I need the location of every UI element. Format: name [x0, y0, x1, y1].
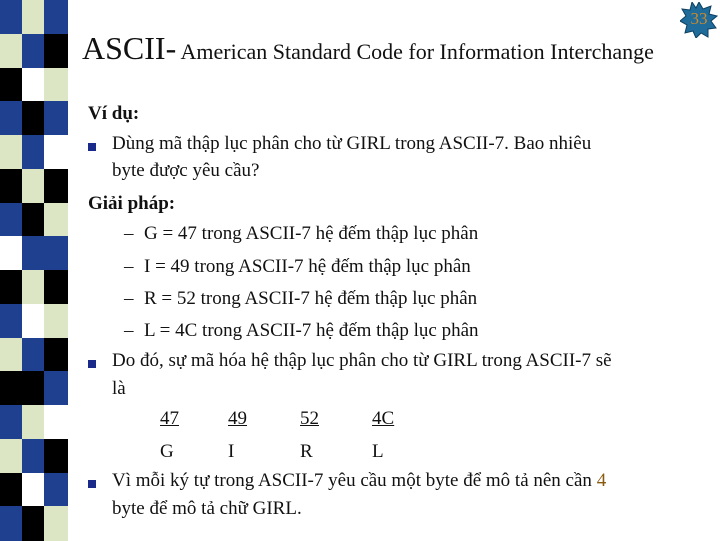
- stripe-block: [0, 169, 22, 204]
- title-main: ASCII-: [82, 30, 177, 66]
- stripe-block: [0, 101, 22, 136]
- hex-code: 4C: [372, 408, 395, 429]
- final-line-1: [112, 470, 606, 492]
- stripe-block: [22, 506, 44, 541]
- stripe-block: [44, 135, 68, 170]
- final-byte-count: 4: [596, 470, 607, 491]
- stripe-block: [0, 0, 22, 35]
- bullet-icon: [88, 480, 96, 488]
- question-line-2: byte được yêu cầu?: [112, 160, 260, 181]
- stripe-block: [44, 169, 68, 204]
- step-4: L = 4C trong ASCII-7 hệ đếm thập lục phân: [144, 320, 479, 341]
- example-label: Ví dụ:: [88, 103, 140, 124]
- stripe-block: [0, 270, 22, 305]
- stripe-block: [0, 203, 22, 238]
- step-3: R = 52 trong ASCII-7 hệ đếm thập lục phân: [144, 288, 478, 309]
- stripe-block: [44, 203, 68, 238]
- stripe-block: [22, 405, 44, 440]
- conclusion-line-2: là: [112, 378, 126, 399]
- stripe-block: [44, 439, 68, 474]
- step-dash: –: [124, 256, 134, 277]
- stripe-block: [22, 203, 44, 238]
- stripe-block: [0, 439, 22, 474]
- stripe-block: [0, 34, 22, 69]
- stripe-block: [44, 68, 68, 103]
- stripe-block: [44, 34, 68, 69]
- stripe-block: [0, 405, 22, 440]
- stripe-block: [44, 0, 68, 35]
- stripe-block: [22, 304, 44, 339]
- decorative-stripe: [0, 0, 70, 540]
- stripe-block: [22, 169, 44, 204]
- stripe-block: [0, 371, 22, 406]
- stripe-block: [22, 135, 44, 170]
- stripe-block: [44, 304, 68, 339]
- letter: L: [372, 441, 384, 462]
- conclusion-line-1: Do đó, sự mã hóa hệ thập lục phân cho từ GIRL trong ASCII-7 sẽ: [112, 350, 612, 371]
- slide-number-badge: [680, 2, 718, 38]
- letter: I: [228, 441, 235, 462]
- stripe-block: [0, 473, 22, 508]
- step-dash: –: [124, 288, 134, 309]
- stripe-block: [22, 68, 44, 103]
- stripe-block: [22, 439, 44, 474]
- stripe-block: [0, 135, 22, 170]
- stripe-block: [22, 101, 44, 136]
- stripe-block: [0, 68, 22, 103]
- stripe-block: [22, 270, 44, 305]
- stripe-block: [0, 506, 22, 541]
- stripe-block: [22, 371, 44, 406]
- step-2: I = 49 trong ASCII-7 hệ đếm thập lục phân: [144, 256, 471, 277]
- stripe-block: [22, 0, 44, 35]
- final-line-2: byte để mô tả chữ GIRL.: [112, 498, 302, 519]
- hex-code: 47: [160, 408, 179, 429]
- final-line-1-text: Vì mỗi ký tự trong ASCII-7 yêu cầu một byte để mô tả nên cần: [112, 470, 597, 491]
- stripe-block: [0, 304, 22, 339]
- stripe-block: [44, 270, 68, 305]
- letter: G: [160, 441, 174, 462]
- stripe-block: [22, 236, 44, 271]
- bullet-icon: [88, 143, 96, 151]
- stripe-block: [44, 473, 68, 508]
- solution-label: Giải pháp:: [88, 193, 176, 214]
- stripe-block: [44, 338, 68, 373]
- stripe-block: [44, 506, 68, 541]
- hex-code: 52: [300, 408, 319, 429]
- hex-code: 49: [228, 408, 247, 429]
- step-1: G = 47 trong ASCII-7 hệ đếm thập lục phân: [144, 223, 479, 244]
- title-sub: American Standard Code for Information Interchange: [176, 39, 654, 64]
- stripe-block: [44, 371, 68, 406]
- stripe-block: [44, 101, 68, 136]
- stripe-block: [44, 236, 68, 271]
- stripe-block: [22, 338, 44, 373]
- stripe-block: [22, 473, 44, 508]
- slide-title: [82, 30, 654, 67]
- stripe-block: [44, 405, 68, 440]
- stripe-block: [0, 236, 22, 271]
- stripe-block: [22, 34, 44, 69]
- step-dash: –: [124, 320, 134, 341]
- letter: R: [300, 441, 313, 462]
- bullet-icon: [88, 360, 96, 368]
- question-line-1: Dùng mã thập lục phân cho từ GIRL trong ASCII-7. Bao nhiêu: [112, 133, 592, 154]
- stripe-block: [0, 338, 22, 373]
- slide-number: 33: [690, 9, 708, 28]
- step-dash: –: [124, 223, 134, 244]
